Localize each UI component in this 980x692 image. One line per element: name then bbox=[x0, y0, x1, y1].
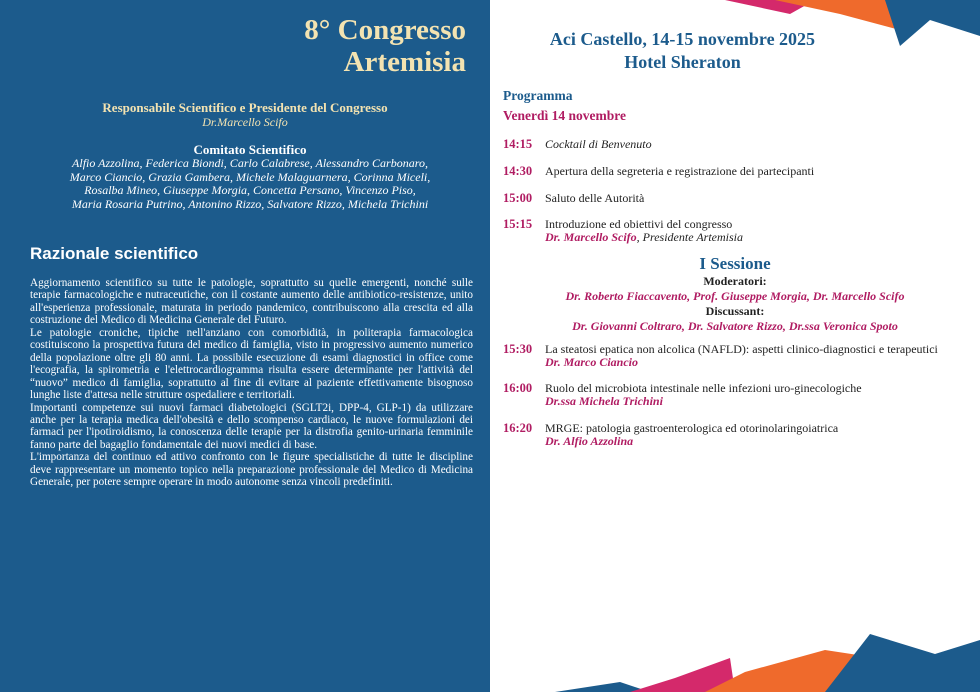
razionale-text bbox=[30, 277, 473, 489]
schedule-time: 15:15 bbox=[503, 217, 533, 231]
title-line-2: Artemisia bbox=[343, 46, 466, 78]
razionale-paragraph: Importanti competenze sui nuovi farmaci diabetologici (SGLT2i, DPP-4, GLP-1) da utilizzare anche per la terapia medica dell'obesità e dello scompenso cardiaco, le nuove formulazioni dei farmaci per l'ipotiroidismo, la conoscenza delle terapie per la distrofia genito-urinaria femminile fanno parte del bagaglio fondamentale dei nuovi medici di base. bbox=[30, 401, 473, 451]
programma-heading: Programma bbox=[503, 88, 573, 103]
comitato-names bbox=[20, 157, 480, 211]
schedule-title: Introduzione ed obiettivi del congresso bbox=[545, 217, 733, 231]
schedule-title: La steatosi epatica non alcolica (NAFLD): aspetti clinico-diagnostici e terapeutici bbox=[545, 342, 938, 356]
speaker-name: Dr. Marcello Scifo bbox=[545, 230, 637, 244]
schedule-speaker bbox=[545, 231, 743, 244]
comitato-heading: Comitato Scientifico bbox=[193, 142, 307, 157]
bottom-blue-right-shape bbox=[825, 634, 980, 692]
schedule-time: 15:00 bbox=[503, 191, 533, 205]
schedule-speaker: Dr. Marco Ciancio bbox=[545, 355, 639, 369]
day-heading: Venerdì 14 novembre bbox=[503, 108, 626, 123]
razionale-paragraph: Aggiornamento scientifico su tutte le patologie, soprattutto su quelle emergenti, nonché sulle terapie farmacologiche e nutraceutiche, con il costante aumento delle antibiotico-resistenze, unito all'esperienza professionale, maturata in periodo pandemico, contribuiscono alla crescita ed alla costruzione del Medico di Medicina Generale del Futuro. bbox=[30, 277, 473, 327]
right-panel bbox=[490, 0, 980, 692]
discussant-names: Dr. Giovanni Coltraro, Dr. Salvatore Rizzo, Dr.ssa Veronica Spoto bbox=[572, 319, 898, 333]
schedule-title: Saluto delle Autorità bbox=[545, 191, 645, 205]
schedule-title: Ruolo del microbiota intestinale nelle infezioni uro-ginecologiche bbox=[545, 381, 862, 395]
comitato-scientifico bbox=[20, 142, 480, 211]
moderatori-names: Dr. Roberto Fiaccavento, Prof. Giuseppe Morgia, Dr. Marcello Scifo bbox=[565, 289, 905, 303]
moderatori-heading: Moderatori: bbox=[703, 274, 767, 288]
event-venue: Hotel Sheraton bbox=[624, 52, 741, 72]
razionale-heading: Razionale scientifico bbox=[30, 244, 199, 263]
schedule-time: 16:00 bbox=[503, 381, 533, 395]
schedule-time: 16:20 bbox=[503, 421, 533, 435]
congress-title bbox=[304, 14, 466, 78]
responsabile-name: Dr.Marcello Scifo bbox=[202, 115, 288, 129]
schedule-speaker: Dr. Alfio Azzolina bbox=[545, 434, 634, 448]
top-blue-shape bbox=[885, 0, 980, 46]
event-location-date: Aci Castello, 14-15 novembre 2025 bbox=[549, 29, 816, 49]
speaker-role: , Presidente Artemisia bbox=[636, 230, 743, 244]
schedule-time: 14:30 bbox=[503, 164, 533, 178]
discussant-heading: Discussant: bbox=[705, 304, 765, 318]
razionale-paragraph: L'importanza del continuo ed attivo confronto con le figure specialistiche di tutte le discipline deve rappresentare un momento topico nella preparazione professionale del Medico di Medicina Generale, per potere sempre operare in modo autonome senza vincoli predefiniti. bbox=[30, 451, 473, 489]
schedule-title: Apertura della segreteria e registrazione dei partecipanti bbox=[545, 164, 815, 178]
schedule-title: Cocktail di Benvenuto bbox=[545, 137, 652, 151]
comitato-line: Rosalba Mineo, Giuseppe Morgia, Concetta Persano, Vincenzo Piso, bbox=[84, 183, 416, 197]
responsabile-heading: Responsabile Scientifico e Presidente del Congresso bbox=[102, 100, 388, 115]
comitato-line: Alfio Azzolina, Federica Biondi, Carlo Calabrese, Alessandro Carbonaro, bbox=[72, 156, 428, 170]
comitato-line: Marco Ciancio, Grazia Gambera, Michele Malaguarnera, Corinna Miceli, bbox=[69, 169, 431, 184]
razionale-paragraph: Le patologie croniche, tipiche nell'anziano con comorbidità, in politerapia farmacologica costituiscono la prospettiva futura del medico di famiglia, visto in progressivo aumento numerico della popolazione oltre gli 80 anni. La possibile esecuzione di esami diagnostici in office come l'ecografia, la spirometria e l'elettrocardiogramma risulta essere determinante per l'attività del “nuovo” medico di famiglia, soprattutto al fine di evitare al paziente effettivamente bisognoso lunghe liste d'attesa nelle strutture ospedaliere e territoriali. bbox=[30, 326, 473, 402]
schedule-time: 14:15 bbox=[503, 137, 533, 151]
session-title: I Sessione bbox=[699, 254, 771, 273]
schedule-time: 15:30 bbox=[503, 342, 533, 356]
schedule-speaker: Dr.ssa Michela Trichini bbox=[545, 394, 663, 408]
comitato-line: Maria Rosaria Putrino, Antonino Rizzo, Salvatore Rizzo, Michela Trichini bbox=[71, 196, 429, 211]
schedule-title: MRGE: patologia gastroenterologica ed otorinolaringoiatrica bbox=[545, 421, 839, 435]
title-line-1: 8° Congresso bbox=[304, 14, 466, 46]
